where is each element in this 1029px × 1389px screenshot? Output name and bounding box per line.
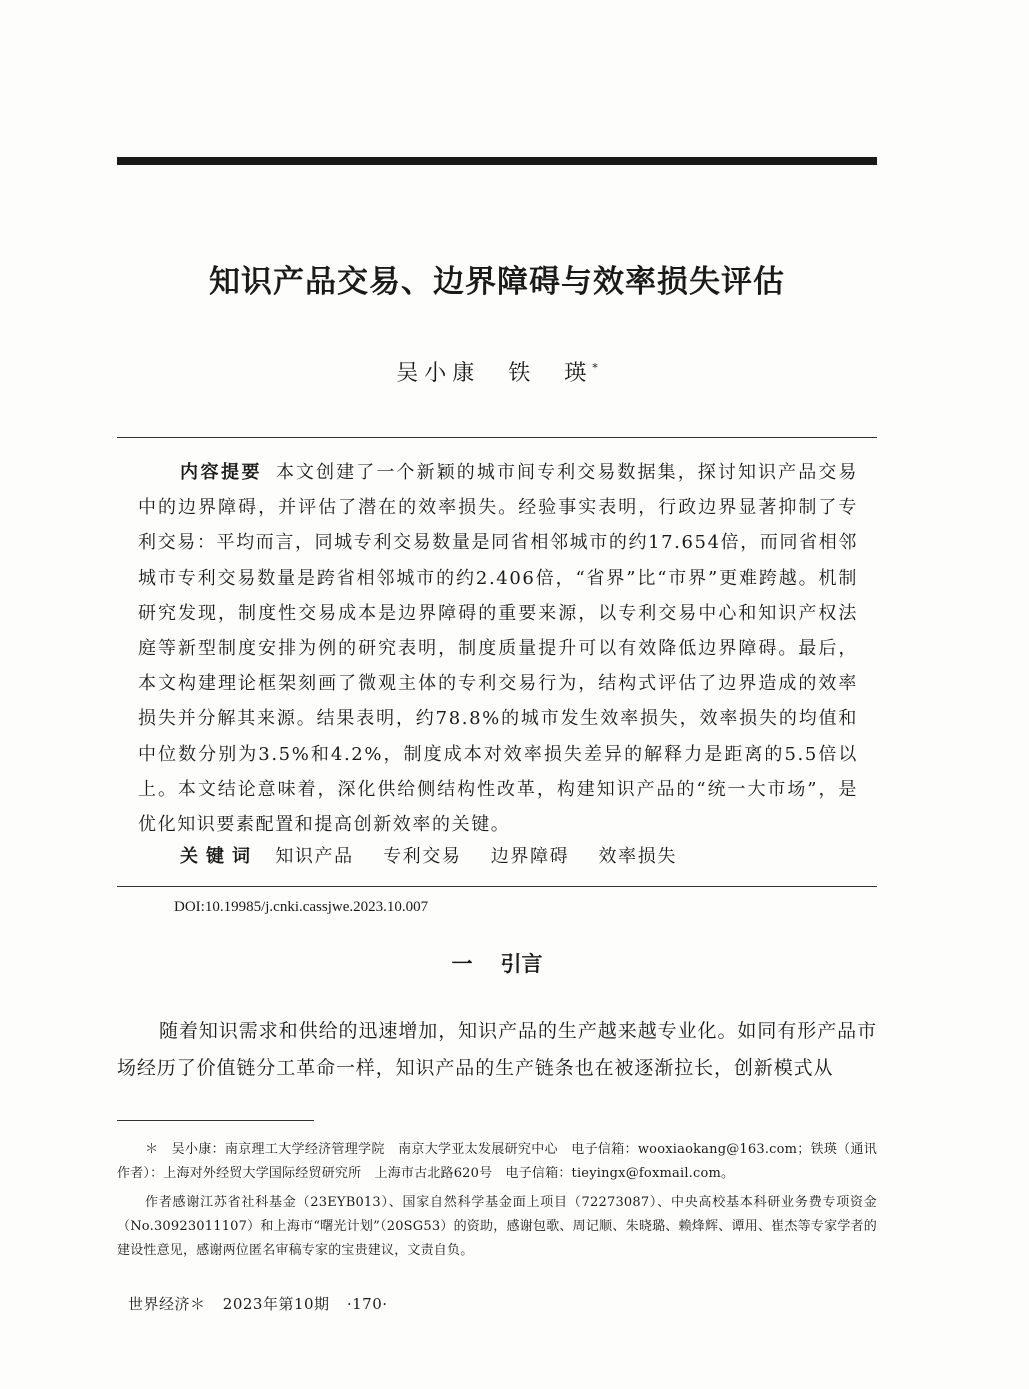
page-number: ·170· <box>346 1295 388 1313</box>
journal-issue: 2023年第10期 <box>222 1295 330 1313</box>
page-footer <box>128 1293 400 1314</box>
abstract-top-rule <box>117 437 877 438</box>
header-rule <box>117 157 877 165</box>
author-footnote-mark: * <box>592 361 598 375</box>
footnote-acknowledgements: 作者感谢江苏省社科基金（23EYB013）、国家自然科学基金面上项目（72273087）、中央高校基本科研业务费专项资金（No.30923011107）和上海市“曙光计划”（20SG53）的资助，感谢包歌、周记顺、朱晓璐、赖烽辉、谭用、崔杰等专家学者的建设性意见，感谢两位匿名审稿专家的宝贵建议，文责自负。 <box>117 1195 877 1258</box>
journal-name: 世界经济＊ <box>128 1295 206 1313</box>
abstract <box>138 455 858 842</box>
section-title: 引言 <box>500 952 543 976</box>
keyword: 知识产品 <box>275 846 354 867</box>
abstract-text: 本文创建了一个新颖的城市间专利交易数据集，探讨知识产品交易中的边界障碍，并评估了潜在的效率损失。经验事实表明，行政边界显著抑制了专利交易：平均而言，同城专利交易数量是同省相邻城市的约17.654倍，而同省相邻城市专利交易数量是跨省相邻城市的约2.406倍，“省界”比“市界”更难跨越。机制研究发现，制度性交易成本是边界障碍的重要来源，以专利交易中心和知识产权法庭等新型制度安排为例的研究表明，制度质量提升可以有效降低边界障碍。最后，本文构建理论框架刻画了微观主体的专利交易行为，结构式评估了边界造成的效率损失并分解其来源。结果表明，约78.8%的城市发生效率损失，效率损失的均值和中位数分别为3.5%和4.2%，制度成本对效率损失差异的解释力是距离的5.5倍以上。本文结论意味着，深化供给侧结构性改革，构建知识产品的“统一大市场”，是优化知识要素配置和提高创新效率的关键。 <box>138 462 858 836</box>
keyword: 效率损失 <box>598 846 677 867</box>
section-heading <box>117 948 877 978</box>
keyword: 专利交易 <box>383 846 462 867</box>
keyword: 边界障碍 <box>490 846 570 867</box>
section-number: 一 <box>451 952 473 976</box>
keywords <box>180 842 699 868</box>
keywords-label: 关键词 <box>180 846 258 867</box>
authors <box>117 356 877 387</box>
abstract-label: 内容提要 <box>180 462 262 483</box>
footnote-rule <box>117 1120 314 1121</box>
author-names: 吴小康 铁 瑛 <box>396 361 593 386</box>
doi: DOI:10.19985/j.cnki.cassjwe.2023.10.007 <box>174 899 429 915</box>
footnote-author-info: ＊ 吴小康：南京理工大学经济管理学院 南京大学亚太发展研究中心 电子信箱：wooxiaokang@163.com；铁瑛（通讯作者）：上海对外经贸大学国际经贸研究所 上海市古北路620号 电子信箱：tieyingx@foxmail.com。 <box>117 1142 877 1181</box>
body-paragraph: 随着知识需求和供给的迅速增加，知识产品的生产越来越专业化。如同有形产品市场经历了价值链分工革命一样，知识产品的生产链条也在被逐渐拉长，创新模式从 <box>117 1020 877 1079</box>
abstract-bottom-rule <box>117 886 877 887</box>
paper-title: 知识产品交易、边界障碍与效率损失评估 <box>209 264 785 300</box>
